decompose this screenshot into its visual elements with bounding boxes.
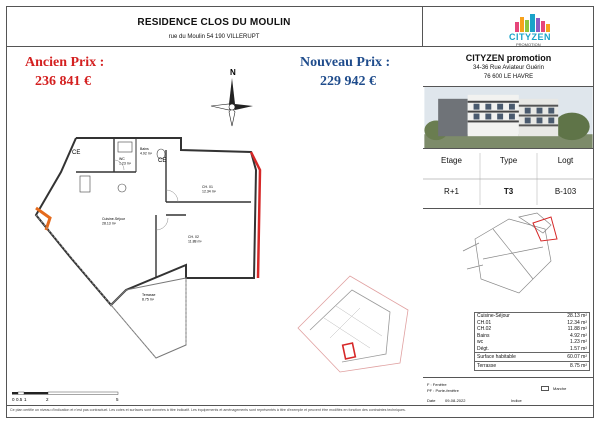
residence-address: rue du Moulin 54 190 VILLERUPT <box>168 34 260 40</box>
site-plan-map <box>290 268 415 376</box>
lot-header-logt: Logt <box>557 156 574 165</box>
promoter-info <box>423 47 594 87</box>
building-photo <box>423 87 594 149</box>
room-terrasse-label: Terrasse 8.75 m² <box>142 293 156 302</box>
outer-wall <box>36 138 256 305</box>
surface-table <box>474 312 590 371</box>
scale-tick-5: 5 <box>116 397 119 402</box>
brand-logo <box>423 6 594 47</box>
surface-row-degt: Dégt. 1.57 m² <box>477 345 587 352</box>
surface-habitable: Surface habitable 60.07 m² <box>477 354 587 360</box>
surface-row-bains: Bains 4.92 m² <box>477 332 587 339</box>
compass-north-label: N <box>230 68 236 77</box>
surface-terrasse: Terrasse 8.75 m² <box>477 363 587 369</box>
building-key-plan <box>423 209 594 306</box>
room-ch1-label: CH. 01 12.34 m² <box>202 185 216 194</box>
scale-tick-1: 1 <box>24 397 27 402</box>
scale-tick-0: 0 <box>12 397 15 402</box>
new-price-label: Nouveau Prix : <box>300 55 391 70</box>
room-ch2-label: CH. 02 11.88 m² <box>188 235 202 244</box>
scale-tick-2: 2 <box>46 397 49 402</box>
terrace-outline <box>111 278 186 358</box>
surface-row-wc: wc 1.23 m² <box>477 339 587 345</box>
room-cuisine-label: Cuisine-Séjour 28.13 m² <box>102 217 125 226</box>
scale-tick-05: 0.5 <box>16 397 23 402</box>
legend-indice: Indice <box>511 398 522 403</box>
old-price-value: 236 841 € <box>35 74 91 89</box>
promoter-address-1: 34-36 Rue Aviateur Guérin <box>473 65 544 71</box>
lot-value-etage: R+1 <box>444 187 459 196</box>
surface-row-ch01: CH.01 12.34 m² <box>477 319 587 326</box>
legend-fenetre: F : Fenêtre <box>427 382 447 387</box>
unit-location-marker <box>343 343 356 359</box>
lot-table <box>423 149 594 209</box>
surface-row-ch02: CH.02 11.88 m² <box>477 326 587 332</box>
city-skyline-icon <box>513 12 553 32</box>
scale-bar <box>12 390 132 404</box>
lot-header-etage: Etage <box>441 156 462 165</box>
legend-date-value: 09-08-2022 <box>445 398 466 403</box>
lot-value-logt: B-103 <box>554 187 577 196</box>
ce-label-1: CE <box>72 150 81 156</box>
lot-header-type: Type <box>499 156 518 165</box>
ce-label-2: CE <box>158 158 167 164</box>
lot-value-type: T3 <box>503 187 514 196</box>
marche-icon <box>541 386 549 391</box>
legend-porte-fenetre: PF : Porte-fenêtre <box>427 388 459 393</box>
room-wc-label: WC 1.23 m² <box>119 157 131 166</box>
legend-date-label: Date <box>427 398 436 403</box>
old-price-label: Ancien Prix : <box>25 55 105 70</box>
promoter-name: CITYZEN promotion <box>465 53 552 63</box>
brand-sub: PROMOTION <box>516 42 541 47</box>
legend <box>423 377 594 405</box>
header <box>6 6 423 47</box>
promoter-address-2: 76 600 LE HAVRE <box>483 74 534 80</box>
room-bains-label: Bains 4.92 m² <box>140 147 152 156</box>
footer-disclaimer: Ce plan certifie un niveau d'indication et n'est pas contractuel. Les cotes et surfaces sont données à titre indicatif. Les équipements et aménagements sont représentés à titre d'exemple et peuvent être modifiés en fonction des contraintes techniques. <box>6 405 594 418</box>
surface-row-cuisine: Cuisine-Séjour 28.13 m² <box>477 313 587 319</box>
new-price-value: 229 942 € <box>320 74 376 89</box>
brand-name: CITYZEN <box>509 32 552 42</box>
residence-title: RESIDENCE CLOS DU MOULIN <box>137 17 291 28</box>
legend-marche: Marche <box>553 386 567 391</box>
